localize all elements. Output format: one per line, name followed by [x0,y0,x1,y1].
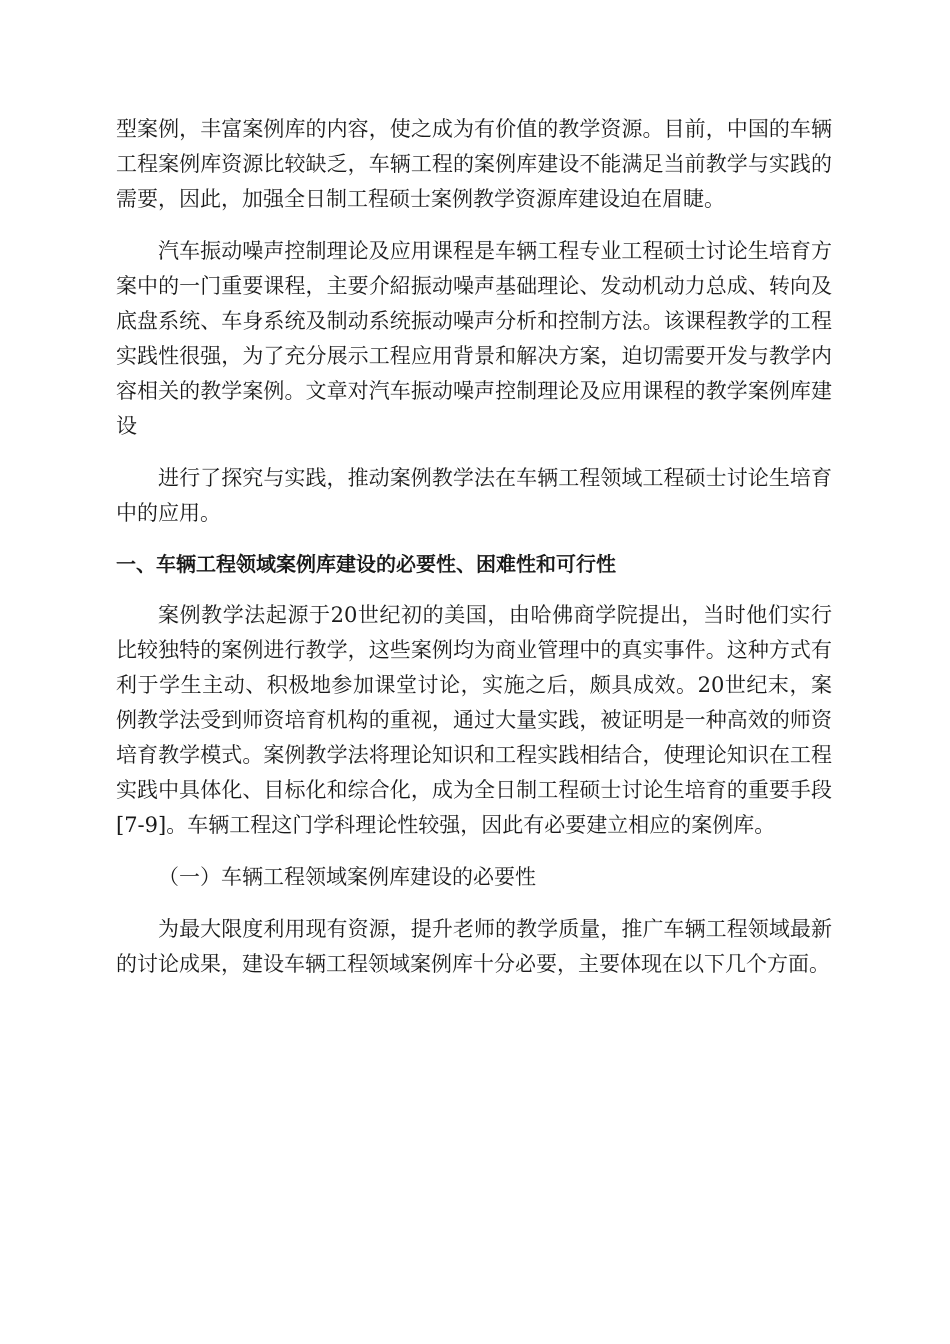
paragraph-necessity: 为最大限度利用现有资源，提升老师的教学质量，推广车辆工程领域最新的讨论成果，建设车辆工程领域案例库十分必要，主要体现在以下几个方面。 [116,917,832,976]
document-page [116,112,832,982]
paragraph-course-intro: 汽车振动噪声控制理论及应用课程是车辆工程专业工程硕士讨论生培育方案中的一门重要课程，主要介紹振动噪声基础理论、发动机动力总成、转向及底盘系统、车身系统及制动系统振动噪声分析和控制方法。该课程教学的工程实践性很强，为了充分展示工程应用背景和解决方案，迫切需要开发与教学内容相关的教学案例。文章对汽车振动噪声控制理论及应用课程的教学案例库建设 [116,239,832,438]
paragraph-practice: 进行了探究与实践，推动案例教学法在车辆工程领域工程硕士讨论生培育中的应用。 [116,466,832,525]
paragraph-continued: 型案例，丰富案例库的内容，使之成为有价值的教学资源。目前，中国的车辆工程案例库资源比较缺乏，车辆工程的案例库建设不能满足当前教学与实践的需要，因此，加强全日制工程硕士案例教学资源库建设迫在眉睫。 [116,117,832,211]
paragraph-case-method: 案例教学法起源于20世纪初的美国，由哈佛商学院提出，当时他们实行比较独特的案例进行教学，这些案例均为商业管理中的真实事件。这种方式有利于学生主动、积极地参加课堂讨论，实施之后，颇具成效。20世纪末，案例教学法受到师资培育机构的重视，通过大量实践，被证明是一种高效的师资培育教学模式。案例教学法将理论知识和工程实践相结合，使理论知识在工程实践中具体化、目标化和综合化，成为全日制工程硕士讨论生培育的重要手段[7-9]。车辆工程这门学科理论性较强，因此有必要建立相应的案例库。 [116,603,832,837]
section-heading-1: 一、车辆工程领域案例库建设的必要性、困难性和可行性 [116,552,616,576]
subsection-heading-1: （一）车辆工程领域案例库建设的必要性 [158,865,536,889]
